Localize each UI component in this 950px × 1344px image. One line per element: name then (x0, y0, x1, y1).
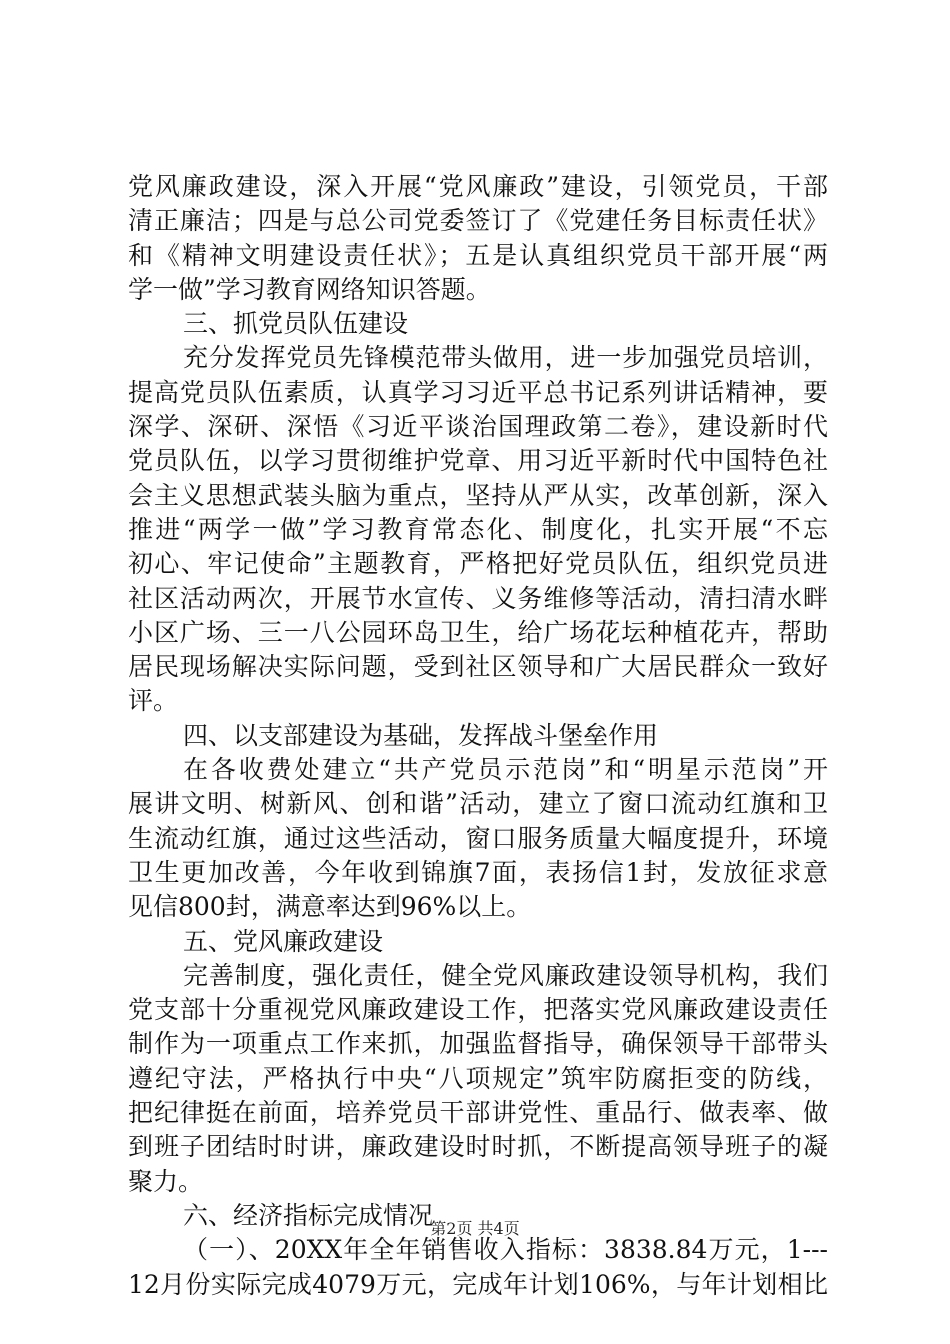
text-line: 卫生更加改善，今年收到锦旗7面，表扬信1封，发放征求意 (128, 857, 828, 887)
section-heading: 五、党风廉政建设 (183, 926, 384, 956)
text-line: 会主义思想武装头脑为重点，坚持从严从实，改革创新，深入 (128, 480, 828, 510)
section-heading: 四、以支部建设为基础，发挥战斗堡垒作用 (183, 720, 659, 750)
text-line: 深学、深研、深悟《习近平谈治国理政第二卷》，建设新时代 (128, 412, 828, 442)
text-line: 充分发挥党员先锋模范带头做用，进一步加强党员培训， (183, 343, 828, 373)
text-line: 完善制度，强化责任，健全党风廉政建设领导机构，我们 (183, 960, 828, 990)
section-heading: 六、经济指标完成情况 (183, 1200, 434, 1230)
text-line: 在各收费处建立“共产党员示范岗”和“明星示范岗”开 (183, 755, 828, 785)
text-line: 社区活动两次，开展节水宣传、义务维修等活动，清扫清水畔 (128, 583, 828, 613)
text-line: （一）、20XX年全年销售收入指标：3838.84万元，1--- (183, 1235, 828, 1265)
text-line: 展讲文明、树新风、创和谐”活动，建立了窗口流动红旗和卫 (128, 789, 828, 819)
text-line: 见信800封，满意率达到96%以上。 (128, 892, 532, 922)
text-line: 遵纪守法，严格执行中央“八项规定”筑牢防腐拒变的防线， (128, 1063, 828, 1093)
text-line: 把纪律挺在前面，培养党员干部讲党性、重品行、做表率、做 (128, 1098, 828, 1128)
text-line: 初心、牢记使命”主题教育，严格把好党员队伍，组织党员进 (128, 549, 828, 579)
text-line: 小区广场、三一八公园环岛卫生，给广场花坛种植花卉，帮助 (128, 617, 828, 647)
text-line: 评。 (128, 686, 179, 716)
text-line: 清正廉洁；四是与总公司党委签订了《党建任务目标责任状》 (128, 206, 828, 236)
text-line: 学一做”学习教育网络知识答题。 (128, 274, 491, 304)
text-line: 和《精神文明建设责任状》；五是认真组织党员干部开展“两 (128, 240, 828, 270)
text-line: 推进“两学一做”学习教育常态化、制度化，扎实开展“不忘 (128, 514, 828, 544)
document-body (128, 170, 828, 1302)
text-line: 党风廉政建设，深入开展“党风廉政”建设，引领党员，干部 (128, 172, 828, 201)
section-heading: 三、抓党员队伍建设 (183, 309, 409, 339)
text-line: 到班子团结时时讲，廉政建设时时抓，不断提高领导班子的凝 (128, 1132, 828, 1162)
text-line: 12月份实际完成4079万元，完成年计划106%，与年计划相比 (128, 1269, 828, 1299)
text-line: 党员队伍，以学习贯彻维护党章、用习近平新时代中国特色社 (128, 446, 828, 476)
text-line: 制作为一项重点工作来抓，加强监督指导，确保领导干部带头 (128, 1029, 828, 1059)
page-number-footer: 第2页 共4页 (430, 1219, 520, 1238)
text-line: 聚力。 (128, 1166, 204, 1196)
text-line: 生流动红旗，通过这些活动，窗口服务质量大幅度提升，环境 (128, 823, 828, 853)
text-line: 党支部十分重视党风廉政建设工作，把落实党风廉政建设责任 (128, 995, 828, 1025)
text-line: 居民现场解决实际问题，受到社区领导和广大居民群众一致好 (128, 652, 828, 682)
text-line: 提高党员队伍素质，认真学习习近平总书记系列讲话精神，要 (128, 377, 828, 407)
